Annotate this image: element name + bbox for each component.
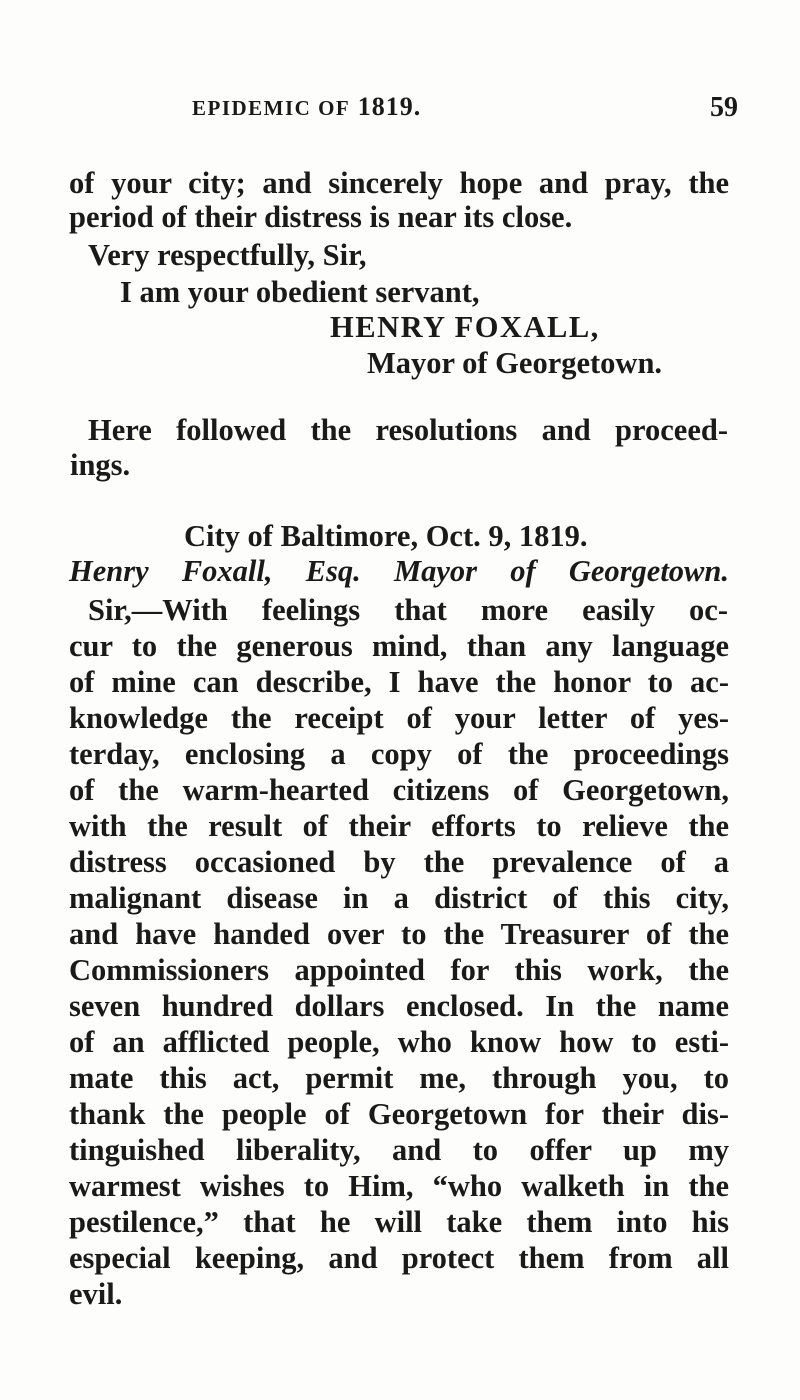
text-line: malignant disease in a district of this city, <box>69 881 729 915</box>
running-title-year: 1819. <box>357 92 422 121</box>
text-line: seven hundred dollars enclosed. In the name <box>69 989 729 1023</box>
text-line: and have handed over to the Treasurer of the <box>69 917 729 951</box>
text-line: ings. <box>70 448 131 482</box>
text-line: period of their distress is near its close. <box>69 200 573 234</box>
text-line: of the warm-hearted citizens of Georgetown, <box>69 773 729 807</box>
closing-line: I am your obedient servant, <box>120 275 480 309</box>
letter-addressee: Henry Foxall, Esq. Mayor of Georgetown. <box>69 554 729 588</box>
text-line: of mine can describe, I have the honor to ac- <box>69 665 729 699</box>
text-line: cur to the generous mind, than any language <box>69 629 729 663</box>
signature-name: HENRY FOXALL, <box>330 310 600 344</box>
running-title-text: EPIDEMIC OF <box>192 96 351 120</box>
text-line: mate this act, permit me, through you, to <box>69 1061 729 1095</box>
closing-salutation: Very respectfully, Sir, <box>88 238 367 272</box>
text-line: tinguished liberality, and to offer up my <box>69 1133 729 1167</box>
text-line: Here followed the resolutions and proceed- <box>88 413 728 447</box>
text-line: especial keeping, and protect them from all <box>69 1241 729 1275</box>
text-line: knowledge the receipt of your letter of yes- <box>69 701 729 735</box>
text-line: of your city; and sincerely hope and pray, the <box>69 166 729 200</box>
text-line: of an afflicted people, who know how to esti- <box>69 1025 729 1059</box>
text-line: Commissioners appointed for this work, the <box>69 953 729 987</box>
text-line: evil. <box>69 1277 123 1311</box>
page-number: 59 <box>710 92 738 123</box>
text-line: pestilence,” that he will take them into his <box>69 1205 729 1239</box>
text-line: with the result of their efforts to relieve the <box>69 809 729 843</box>
text-line: thank the people of Georgetown for their dis- <box>69 1097 729 1131</box>
signature-title: Mayor of Georgetown. <box>367 346 663 380</box>
text-line: Sir,—With feelings that more easily oc- <box>88 593 728 627</box>
text-line: warmest wishes to Him, “who walketh in the <box>69 1169 729 1203</box>
letter-dateline: City of Baltimore, Oct. 9, 1819. <box>184 519 588 553</box>
text-line: terday, enclosing a copy of the proceedings <box>69 737 729 771</box>
text-line: distress occasioned by the prevalence of a <box>69 845 729 879</box>
